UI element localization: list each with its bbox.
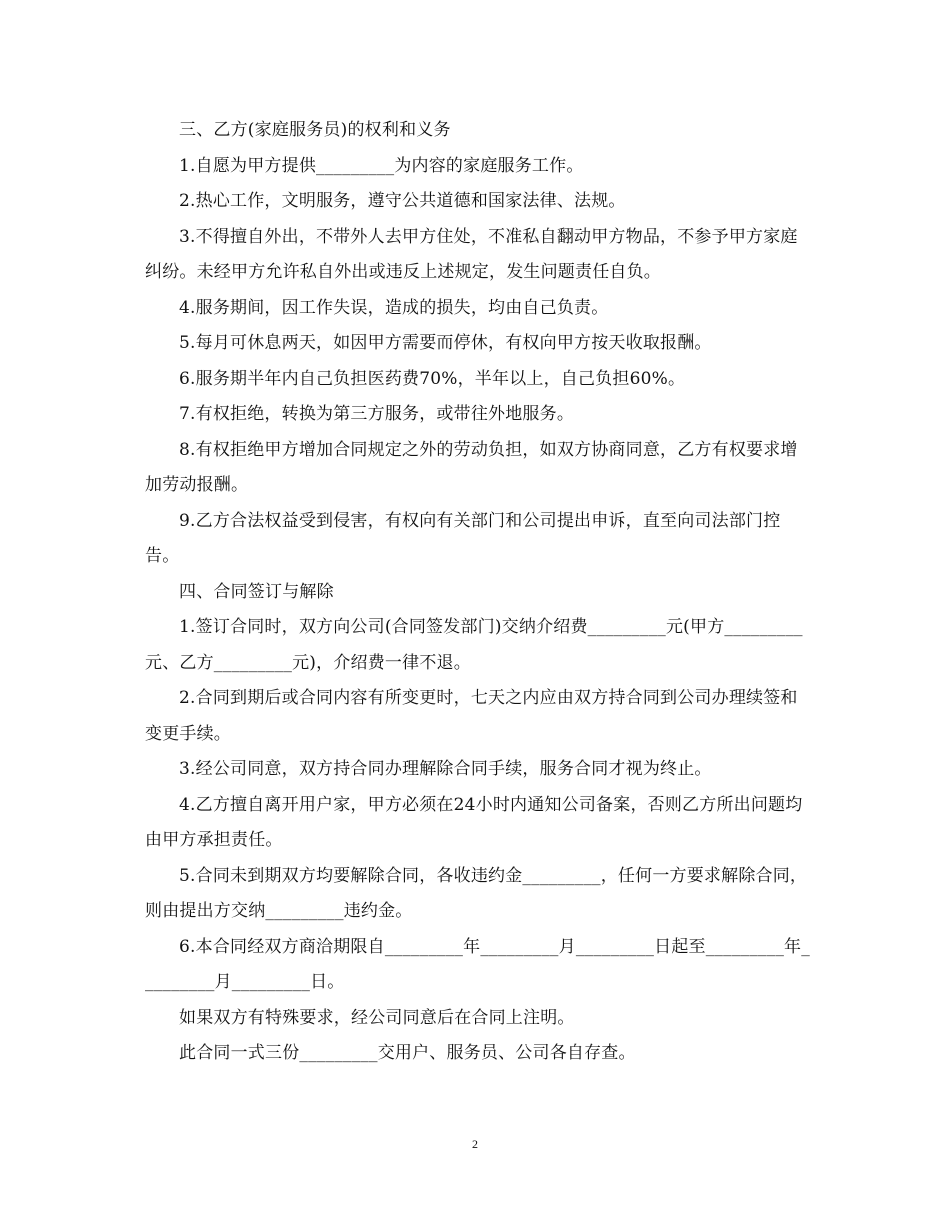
clause-3-7: 7.有权拒绝，转换为第三方服务，或带往外地服务。 bbox=[179, 404, 575, 424]
clause-3-1: 1.自愿为甲方提供_________为内容的家庭服务工作。 bbox=[179, 155, 584, 176]
special-requirements-note: 如果双方有特殊要求，经公司同意后在合同上注明。 bbox=[179, 1007, 575, 1028]
clause-3-6: 6.服务期半年内自己负担医药费70%，半年以上，自己负担60%。 bbox=[179, 368, 686, 389]
clause-4-2: 2.合同到期后或合同内容有所变更时，七天之内应由双方持合同到公司办理续签和变更手续。 bbox=[145, 688, 798, 744]
section-heading-3: 三、乙方(家庭服务员)的权利和义务 bbox=[179, 120, 451, 140]
copies-note: 此合同一式三份_________交用户、服务员、公司各自存查。 bbox=[179, 1043, 636, 1063]
clause-3-9: 9.乙方合法权益受到侵害，有权向有关部门和公司提出申诉，直至向司法部门控告。 bbox=[145, 510, 781, 566]
document-body bbox=[145, 113, 813, 1072]
clause-4-1: 1.签订合同时，双方向公司(合同签发部门)交纳介绍费_________元(甲方_________元、乙方_________元)，介绍费一律不退。 bbox=[145, 617, 803, 673]
clause-3-5: 5.每月可休息两天，如因甲方需要而停休，有权向甲方按天收取报酬。 bbox=[179, 333, 712, 353]
clause-4-5: 5.合同未到期双方均要解除合同，各收违约金_________，任何一方要求解除合同，则由提出方交纳_________违约金。 bbox=[145, 865, 808, 921]
clause-4-4: 4.乙方擅自离开用户家，甲方必须在24小时内通知公司备案，否则乙方所出问题均由甲方承担责任。 bbox=[145, 794, 803, 850]
clause-4-6: 6.本合同经双方商洽期限自_________年_________月_________日起至_________年_________月_________日。 bbox=[145, 936, 810, 992]
clause-4-3: 3.经公司同意，双方持合同办理解除合同手续，服务合同才视为终止。 bbox=[179, 759, 712, 779]
clause-3-3: 3.不得擅自外出，不带外人去甲方住处，不准私自翻动甲方物品，不参予甲方家庭纠纷。未经甲方允许私自外出或违反上述规定，发生问题责任自负。 bbox=[145, 226, 798, 282]
clause-3-8: 8.有权拒绝甲方增加合同规定之外的劳动负担，如双方协商同意，乙方有权要求增加劳动报酬。 bbox=[145, 439, 798, 495]
section-heading-4: 四、合同签订与解除 bbox=[179, 581, 334, 602]
clause-3-4: 4.服务期间，因工作失误，造成的损失，均由自己负责。 bbox=[179, 297, 609, 318]
page-number: 2 bbox=[472, 1137, 478, 1151]
clause-3-2: 2.热心工作，文明服务，遵守公共道德和国家法律、法规。 bbox=[179, 191, 626, 211]
